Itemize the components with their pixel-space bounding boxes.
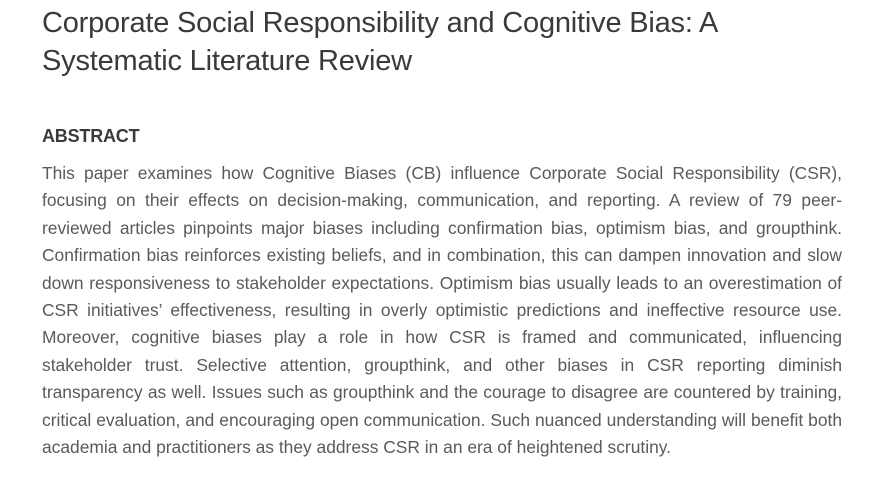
abstract-heading: ABSTRACT: [42, 126, 140, 146]
paper-title: Corporate Social Responsibility and Cognitive Bias: A Systematic Literature Review: [42, 7, 717, 77]
abstract-text: This paper examines how Cognitive Biases (CB) influence Corporate Social Responsibility (CSR), focusing on their effects on decision-making, communication, and reporting. A review of 79 peer-reviewed articles pinpoints major biases including confirmation bias, optimism bias, and groupthink. Confirmation bias reinforces existing beliefs, and in combination, this can dampen innovation and slow down responsiveness to stakeholder expectations. Optimism bias usually leads to an overestimation of CSR initiatives’ effectiveness, resulting in overly optimistic predictions and ineffective resource use. Moreover, cognitive biases play a role in how CSR is framed and communicated, influencing stakeholder trust. Selective attention, groupthink, and other biases in CSR reporting diminish transparency as well. Issues such as groupthink and the courage to disagree are countered by training, critical evaluation, and encouraging open communication. Such nuanced understanding will benefit both academia and practitioners as they address CSR in an era of heightened scrutiny.: [42, 163, 842, 458]
